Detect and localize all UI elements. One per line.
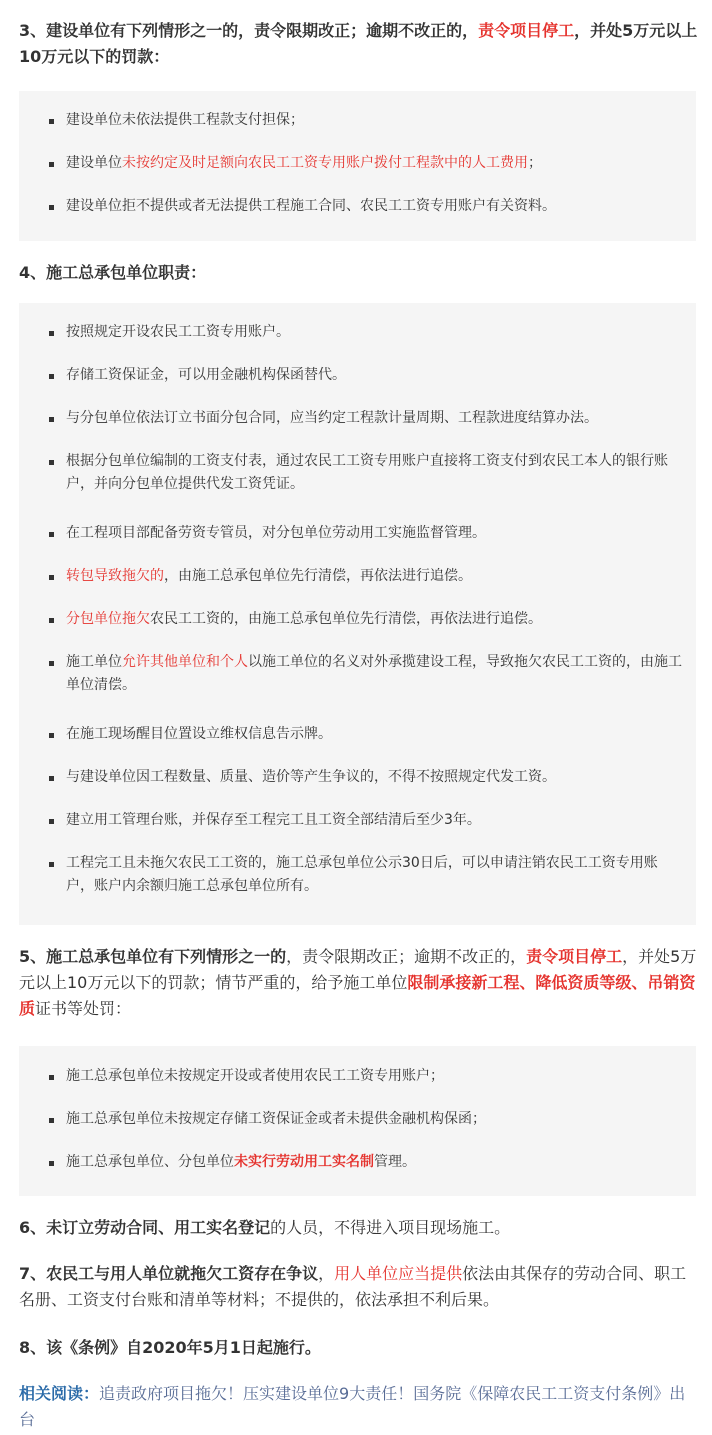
section-4-heading: 4、施工总承包单位职责： xyxy=(19,263,207,282)
section-5-red-1: 责令项目停工 xyxy=(526,947,623,966)
bullet-icon xyxy=(49,1075,54,1080)
item-text-tail: 管理。 xyxy=(374,1154,416,1170)
item-text-tail: ； xyxy=(528,155,542,171)
list-item xyxy=(66,321,684,344)
item-text-tail: ，由施工总承包单位先行清偿，再依法进行追偿。 xyxy=(164,568,472,584)
section-6-paragraph xyxy=(19,1215,699,1241)
item-text-tail: 以施工单位的名义对外承揽建设工程，导致拖欠农民工工资的，由施工单位清偿。 xyxy=(66,654,682,693)
section-5-list-box xyxy=(19,1046,696,1196)
list-item xyxy=(66,852,684,898)
bullet-icon xyxy=(49,205,54,210)
section-7-comma: ， xyxy=(318,1264,335,1283)
section-6-lead: 6、未订立劳动合同、用工实名登记 xyxy=(19,1218,271,1237)
list-item xyxy=(66,766,684,789)
item-text: 施工单位 xyxy=(66,654,122,670)
section-8-paragraph: 8、该《条例》自2020年5月1日起施行。 xyxy=(19,1338,321,1357)
section-7-tail: 依法由其保存的劳动合同、职工名册、工资支付台账和清单等材料；不提供的，依法承担不利后果。 xyxy=(19,1264,687,1309)
bullet-icon xyxy=(49,618,54,623)
list-item xyxy=(66,565,684,588)
item-text: 根据分包单位编制的工资支付表，通过农民工工资专用账户直接将工资支付到农民工本人的银行账户，并向分包单位提供代发工资凭证。 xyxy=(66,453,668,492)
related-label: 相关阅读： xyxy=(19,1384,100,1403)
item-text: 按照规定开设农民工工资专用账户。 xyxy=(66,324,290,340)
list-item xyxy=(66,809,684,832)
section-3-red: 责令项目停工 xyxy=(478,21,575,40)
bullet-icon xyxy=(49,417,54,422)
bullet-icon xyxy=(49,661,54,666)
section-5-text-2: ，并处5万元以上10万元以下的罚款；情节严重的，给予施工单位 xyxy=(19,947,697,992)
section-3-tail: ，并处5万元以上10万元以下的罚款： xyxy=(19,21,698,66)
item-text: 建立用工管理台账，并保存至工程完工且工资全部结清后至少3年。 xyxy=(66,812,481,828)
section-5-text: ，责令限期改正；逾期不改正的， xyxy=(286,947,527,966)
item-text: 建设单位 xyxy=(66,155,122,171)
list-item xyxy=(66,364,684,387)
section-3-lead: 3、建设单位有下列情形之一的，责令限期改正；逾期不改正的， xyxy=(19,21,479,40)
list-item xyxy=(66,522,684,545)
bullet-icon xyxy=(49,776,54,781)
item-text: 在施工现场醒目位置设立维权信息告示牌。 xyxy=(66,726,332,742)
item-text: 建设单位未依法提供工程款支付担保； xyxy=(66,112,304,128)
section-7-red: 用人单位应当提供 xyxy=(334,1264,463,1283)
section-5-red-2: 限制承接新工程、降低资质等级、吊销资质 xyxy=(19,973,696,1018)
bullet-icon xyxy=(49,331,54,336)
list-item xyxy=(66,1108,684,1131)
list-item xyxy=(66,195,684,218)
section-6-tail: 的人员，不得进入项目现场施工。 xyxy=(270,1218,511,1237)
bullet-icon xyxy=(49,733,54,738)
bullet-icon xyxy=(49,575,54,580)
bullet-icon xyxy=(49,162,54,167)
bullet-icon xyxy=(49,1161,54,1166)
section-5-tail: 证书等处罚： xyxy=(35,999,132,1018)
item-highlight: 未按约定及时足额向农民工工资专用账户拨付工程款中的人工费用 xyxy=(122,155,528,171)
item-text: 施工总承包单位未按规定开设或者使用农民工工资专用账户； xyxy=(66,1068,444,1084)
item-highlight: 允许其他单位和个人 xyxy=(122,654,248,670)
list-item xyxy=(66,651,684,697)
related-reading xyxy=(19,1381,699,1433)
list-item xyxy=(66,109,684,132)
section-3-heading xyxy=(19,18,699,70)
bullet-icon xyxy=(49,119,54,124)
bullet-icon xyxy=(49,819,54,824)
item-highlight: 分包单位拖欠 xyxy=(66,611,150,627)
item-text-tail: 农民工工资的，由施工总承包单位先行清偿，再依法进行追偿。 xyxy=(150,611,542,627)
item-text: 施工总承包单位未按规定存储工资保证金或者未提供金融机构保函； xyxy=(66,1111,486,1127)
item-highlight: 转包导致拖欠的 xyxy=(66,568,164,584)
section-5-lead: 5、施工总承包单位有下列情形之一的 xyxy=(19,947,287,966)
item-text: 在工程项目部配备劳资专管员，对分包单位劳动用工实施监督管理。 xyxy=(66,525,486,541)
list-item xyxy=(66,1151,684,1174)
item-text: 与建设单位因工程数量、质量、造价等产生争议的，不得不按照规定代发工资。 xyxy=(66,769,556,785)
item-highlight: 未实行劳动用工实名制 xyxy=(234,1154,374,1170)
related-article-link[interactable]: 追责政府项目拖欠！压实建设单位9大责任！国务院《保障农民工工资支付条例》出台 xyxy=(19,1384,686,1429)
bullet-icon xyxy=(49,460,54,465)
section-5-paragraph xyxy=(19,944,699,1022)
item-text: 存储工资保证金，可以用金融机构保函替代。 xyxy=(66,367,346,383)
item-text: 工程完工且未拖欠农民工工资的，施工总承包单位公示30日后，可以申请注销农民工工资专用账户，账户内余额归施工总承包单位所有。 xyxy=(66,855,658,894)
list-item xyxy=(66,608,684,631)
bullet-icon xyxy=(49,532,54,537)
item-text: 建设单位拒不提供或者无法提供工程施工合同、农民工工资专用账户有关资料。 xyxy=(66,198,556,214)
list-item xyxy=(66,450,684,496)
item-text: 与分包单位依法订立书面分包合同，应当约定工程款计量周期、工程款进度结算办法。 xyxy=(66,410,598,426)
list-item xyxy=(66,152,684,175)
bullet-icon xyxy=(49,862,54,867)
list-item xyxy=(66,1065,684,1088)
section-7-paragraph xyxy=(19,1261,699,1313)
item-text: 施工总承包单位、分包单位 xyxy=(66,1154,234,1170)
bullet-icon xyxy=(49,374,54,379)
list-item xyxy=(66,723,684,746)
section-7-lead: 7、农民工与用人单位就拖欠工资存在争议 xyxy=(19,1264,319,1283)
bullet-icon xyxy=(49,1118,54,1123)
section-3-list-box xyxy=(19,91,696,241)
list-item xyxy=(66,407,684,430)
section-4-list-box xyxy=(19,303,696,925)
